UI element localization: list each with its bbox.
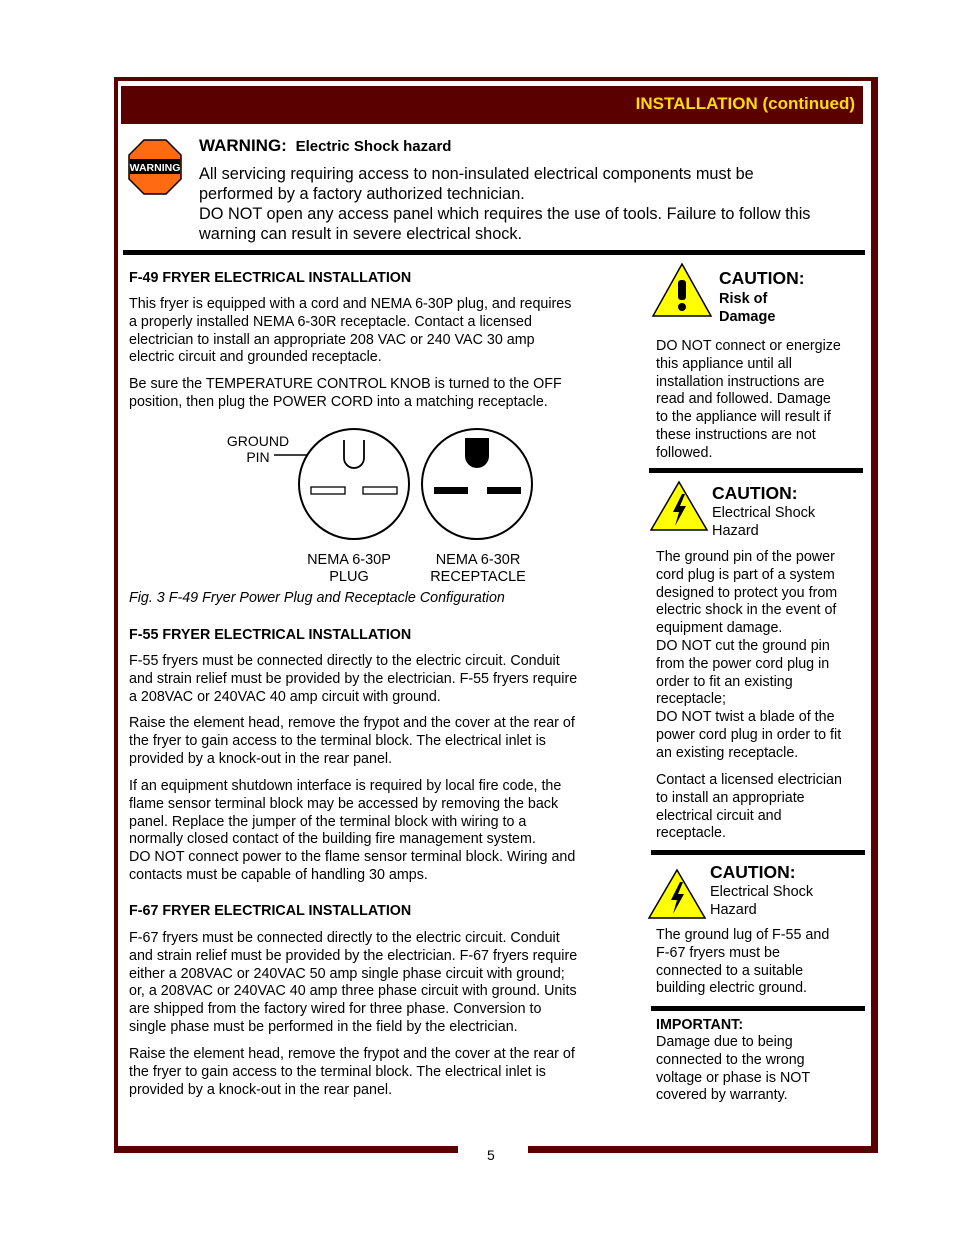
f49-heading: F-49 FRYER ELECTRICAL INSTALLATION [129, 270, 412, 286]
divider [649, 468, 863, 473]
figure-caption: Fig. 3 F-49 Fryer Power Plug and Receptacle Configuration [129, 590, 505, 606]
exclamation-caution-icon [651, 262, 713, 318]
warning-title-text: WARNING: [199, 136, 287, 155]
text-line: F-67 fryers must be connected directly to the electric circuit. Conduit [129, 930, 560, 946]
receptacle-slot-left [434, 487, 468, 494]
text-line: Contact a licensed electrician [656, 772, 842, 788]
warning-text [199, 164, 859, 244]
subtitle-line: Hazard [712, 523, 759, 539]
subtitle-line: Hazard [710, 902, 757, 918]
text-line: electrical circuit and [656, 807, 782, 824]
text-line: Be sure the TEMPERATURE CONTROL KNOB is turned to the OFF [129, 376, 562, 392]
lightning-caution-icon [649, 480, 709, 532]
frame-bottom-left [114, 1146, 458, 1153]
warning-subtitle: Electric Shock hazard [295, 138, 452, 155]
text-line: The ground lug of F-55 and [656, 927, 830, 943]
warning-line: DO NOT open any access panel which requires the use of tools. Failure to follow this [199, 205, 811, 223]
plug-label-1: NEMA 6-30P [307, 552, 391, 568]
text-line: Raise the element head, remove the frypot and the cover at the rear of [129, 715, 575, 731]
subtitle-line: Electrical Shock [710, 884, 814, 900]
text-line: the fryer to gain access to the terminal block. The electrical inlet is [129, 1063, 546, 1080]
warning-badge-text: WARNING [129, 162, 181, 174]
text-line: F-55 fryers must be connected directly to the electric circuit. Conduit [129, 653, 560, 669]
text-line: electric circuit and grounded receptacle. [129, 349, 382, 366]
text-line: F-67 fryers must be [656, 944, 780, 961]
plug-circle [299, 429, 409, 539]
text-line: a properly installed NEMA 6-30R receptacle. Contact a licensed [129, 313, 532, 330]
ground-label-1: GROUND [226, 433, 290, 449]
receptacle-label-1: NEMA 6-30R [435, 552, 521, 568]
text-line: DO NOT connect or energize [656, 338, 841, 354]
text-line: the fryer to gain access to the terminal block. The electrical inlet is [129, 732, 546, 749]
caution2-title: CAUTION: [712, 483, 798, 503]
page-number: 5 [487, 1147, 495, 1163]
text-line: connected to the wrong [656, 1051, 805, 1068]
text-line: to install an appropriate [656, 789, 805, 806]
text-line: a 208VAC or 240VAC 40 amp circuit with ground. [129, 688, 441, 705]
caution3-title: CAUTION: [710, 862, 796, 882]
text-line: Raise the element head, remove the frypot and the cover at the rear of [129, 1046, 575, 1062]
receptacle-label-2: RECEPTACLE [430, 569, 526, 585]
warning-line: warning can result in severe electrical shock. [199, 225, 523, 243]
text-line: this appliance until all [656, 355, 792, 372]
text-line: and strain relief must be provided by the electrician. F-55 fryers require [129, 670, 578, 687]
plug-receptacle-figure [210, 418, 550, 590]
f67-paragraph-1 [129, 930, 629, 1037]
f67-paragraph-2 [129, 1046, 629, 1099]
f49-paragraph-1 [129, 296, 629, 367]
text-line: these instructions are not [656, 426, 816, 443]
f55-paragraph-1 [129, 653, 629, 706]
subtitle-line: Damage [719, 309, 776, 325]
plug-blade-right [363, 487, 397, 494]
text-line: an existing receptacle. [656, 744, 799, 761]
caution1-subtitle [719, 290, 775, 326]
warning-title [199, 136, 451, 156]
text-line: read and followed. Damage [656, 391, 831, 408]
important-title: IMPORTANT: [656, 1017, 744, 1033]
f55-paragraph-2 [129, 715, 629, 768]
text-line: or, a 208VAC or 240VAC 40 amp three phase circuit with ground. Units [129, 983, 577, 1000]
caution2-text-2 [656, 772, 862, 843]
text-line: provided by a knock-out in the rear panel. [129, 750, 393, 767]
text-line: power cord plug in order to fit [656, 726, 842, 743]
text-line: receptacle; [656, 691, 726, 708]
text-line: and strain relief must be provided by the electrician. F-67 fryers require [129, 947, 578, 964]
frame-right [871, 77, 878, 1153]
section-header-bar [121, 86, 863, 124]
lightning-caution-icon [647, 868, 707, 920]
text-line: cord plug is part of a system [656, 566, 835, 583]
text-line: to the appliance will result if [656, 409, 831, 426]
caution1-text [656, 338, 862, 463]
text-line: voltage or phase is NOT [656, 1069, 811, 1086]
f49-paragraph-2 [129, 376, 629, 412]
caution2-subtitle [712, 504, 815, 540]
text-line: receptacle. [656, 825, 726, 842]
text-line: connected to a suitable [656, 962, 804, 979]
text-line: position, then plug the POWER CORD into a matching receptacle. [129, 393, 548, 410]
plug-label-2: PLUG [329, 569, 369, 585]
text-line: provided by a knock-out in the rear panel. [129, 1081, 393, 1098]
plug-blade-left [311, 487, 345, 494]
frame-top [114, 77, 878, 81]
receptacle-slot-right [487, 487, 521, 494]
section-title: INSTALLATION (continued) [635, 94, 855, 113]
text-line: This fryer is equipped with a cord and NEMA 6-30P plug, and requires [129, 296, 572, 312]
text-line: The ground pin of the power [656, 549, 835, 565]
text-line: DO NOT connect power to the flame sensor terminal block. Wiring and [129, 849, 576, 866]
ground-label-2: PIN [246, 449, 270, 465]
warning-line: performed by a factory authorized technician. [199, 185, 525, 203]
caution3-subtitle [710, 883, 813, 919]
text-line: from the power cord plug in [656, 655, 830, 672]
text-line: designed to protect you from [656, 584, 838, 601]
f67-heading: F-67 FRYER ELECTRICAL INSTALLATION [129, 903, 412, 919]
frame-bottom-right [528, 1146, 878, 1153]
text-line: DO NOT cut the ground pin [656, 637, 830, 654]
text-line: panel. Replace the jumper of the terminal block with wiring to a [129, 813, 527, 830]
text-line: DO NOT twist a blade of the [656, 709, 835, 726]
warning-line: All servicing requiring access to non-insulated electrical components must be [199, 165, 754, 183]
text-line: flame sensor terminal block may be accessed by removing the back [129, 795, 559, 812]
text-line: electrician to install an appropriate 208 VAC or 240 VAC 30 amp [129, 331, 535, 348]
text-line: electric shock in the event of [656, 602, 837, 619]
text-line: order to fit an existing [656, 673, 793, 690]
receptacle-ground-slot [465, 438, 489, 468]
divider [123, 250, 865, 255]
warning-octagon-icon [128, 139, 182, 195]
subtitle-line: Risk of [719, 291, 768, 307]
text-line: covered by warranty. [656, 1087, 788, 1104]
f55-paragraph-3 [129, 778, 629, 885]
frame-left [114, 77, 118, 1153]
divider [651, 1006, 865, 1011]
text-line: equipment damage. [656, 620, 783, 637]
text-line: either a 208VAC or 240VAC 50 amp single phase circuit with ground; [129, 965, 565, 982]
caution2-text [656, 549, 862, 763]
important-text [656, 1034, 862, 1105]
text-line: are shipped from the factory wired for three phase. Conversion to [129, 1001, 542, 1018]
text-line: contacts must be capable of handling 30 amps. [129, 866, 428, 883]
subtitle-line: Electrical Shock [712, 505, 816, 521]
text-line: building electric ground. [656, 980, 808, 997]
divider [651, 850, 865, 855]
text-line: normally closed contact of the building fire management system. [129, 831, 536, 848]
text-line: If an equipment shutdown interface is required by local fire code, the [129, 778, 562, 794]
text-line: followed. [656, 444, 713, 461]
text-line: single phase must be performed in the field by the electrician. [129, 1018, 518, 1035]
caution3-text [656, 927, 862, 998]
text-line: Damage due to being [656, 1034, 793, 1050]
f55-heading: F-55 FRYER ELECTRICAL INSTALLATION [129, 627, 412, 643]
caution1-title: CAUTION: [719, 268, 805, 288]
text-line: installation instructions are [656, 373, 825, 390]
